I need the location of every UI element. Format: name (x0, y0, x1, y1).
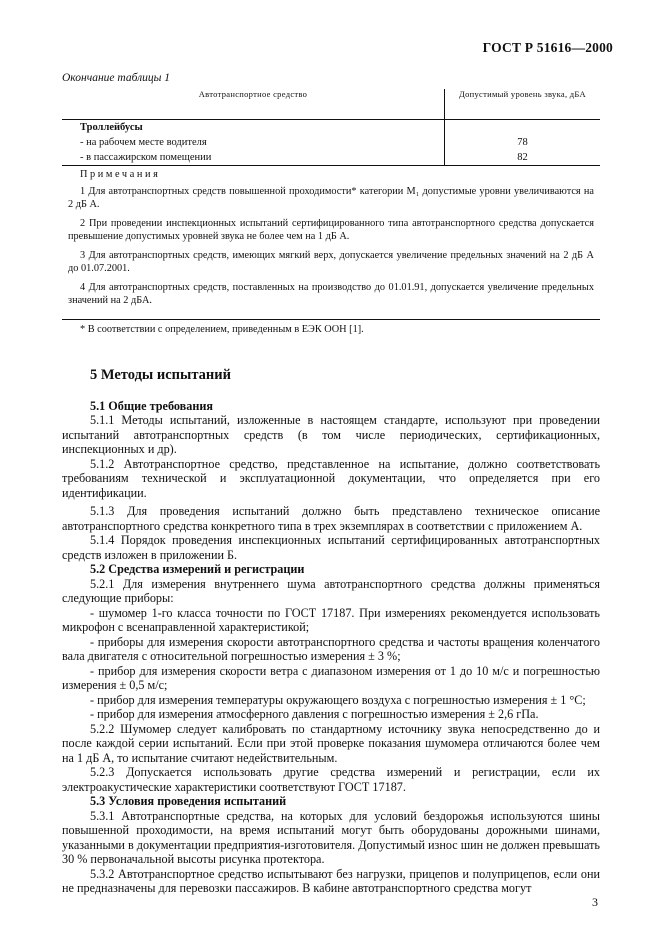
paragraph-5-2-2: 5.2.2 Шумомер следует калибровать по стандартному источнику звука непосредственно до и после каждой серии испытаний. Если при этой проверке показания шумомера отличаются более чем на 1 дБ А, то испытание считают недействительным. (62, 721, 600, 765)
row-label: - на рабочем месте водителя (62, 135, 444, 150)
paragraph-5-1-1: 5.1.1 Методы испытаний, изложенные в настоящем стандарте, используют при проведении испытаний автотранспортных средств (в том числе периодических, сертификационных, инспекционных и др). (62, 413, 600, 456)
body-text (62, 368, 600, 896)
paragraph-5-2-1: 5.2.1 Для измерения внутреннего шума автотранспортного средства должны применяться следующие приборы: (62, 576, 600, 605)
notes-title: Примечания (80, 169, 161, 180)
table-row (62, 135, 600, 150)
notes-row (62, 166, 600, 320)
list-item: - шумомер 1-го класса точности по ГОСТ 17187. При измерениях рекомендуется использовать микрофон с всенаправленной характеристикой; (62, 605, 600, 634)
table-group-row (62, 120, 600, 136)
row-label: - в пассажирском помещении (62, 150, 444, 166)
list-item: - прибор для измерения скорости ветра с диапазоном измерения от 1 до 10 м/с и погрешностью измерения ± 0,5 м/с; (62, 663, 600, 692)
row-value: 78 (517, 137, 528, 148)
table-caption: Окончание таблицы 1 (62, 72, 170, 84)
group-title: Троллейбусы (62, 120, 444, 136)
paragraph-5-1-3: 5.1.3 Для проведения испытаний должно быть представлено техническое описание автотранспортного средства конкретного типа в трех экземплярах в соответствии с приложением А. (62, 504, 600, 533)
footnote-row (62, 320, 600, 345)
list-item: - прибор для измерения атмосферного давления с погрешностью измерения ± 2,6 гПа. (90, 707, 539, 721)
table-header-row (62, 89, 600, 120)
subsection-title-5-3: 5.3 Условия проведения испытаний (90, 794, 287, 808)
note-3: 3 Для автотранспортных средств, имеющих мягкий верх, допускается увеличение предельных значений на 2 дБ А до 01.07.2001. (68, 250, 594, 274)
note-2: 2 При проведении инспекционных испытаний сертифицированного типа автотранспортного средства допускается превышение допустимых уровней звука не более чем на 1 дБ А. (68, 218, 594, 242)
paragraph-5-1-2: 5.1.2 Автотранспортное средство, представленное на испытание, должно соответствовать требованиям технической и эксплуатационной документации, что определяется при его идентификации. (62, 456, 600, 500)
paragraph-5-3-1: 5.3.1 Автотранспортные средства, на которых для условий бездорожья используются шины повышенной проходимости, на время испытаний могут быть оборудованы дорожными шинами, указанными в документации предприятия-изготовителя. Допустимый износ шин не должен превышать 30 % первоначальной высоты рисунка протектора. (62, 808, 600, 866)
list-item: - прибор для измерения температуры окружающего воздуха с погрешностью измерения ± 1 °С; (90, 692, 586, 707)
page-number: 3 (592, 895, 598, 909)
footnote: * В соответствии с определением, приведенным в ЕЭК ООН [1]. (62, 320, 600, 345)
standard-code: ГОСТ Р 51616—2000 (482, 40, 613, 55)
paragraph-5-2-3: 5.2.3 Допускается использовать другие средства измерений и регистрации, если их электроакустические характеристики соответствуют ГОСТ 17187. (62, 765, 600, 794)
paragraph-5-3-2: 5.3.2 Автотранспортное средство испытывают без нагрузки, прицепов и полуприцепов, если они не предназначены для перевозки пассажиров. В кабине автотранспортного средства могут (62, 866, 600, 895)
noise-limits-table (62, 89, 600, 344)
column-header-level: Допустимый уровень звука, дБА (444, 89, 600, 120)
paragraph-5-1-4: 5.1.4 Порядок проведения инспекционных испытаний сертифицированных автотранспортных средств изложен в приложении Б. (62, 533, 600, 562)
subsection-title-5-1: 5.1 Общие требования (90, 398, 213, 413)
section-title: 5 Методы испытаний (90, 367, 231, 383)
column-header-vehicle: Автотранспортное средство (62, 89, 444, 120)
notes-cell (62, 166, 600, 320)
row-value: 82 (517, 152, 528, 163)
table-row (62, 150, 600, 166)
note-1: 1 Для автотранспортных средств повышенной проходимости* категории M₁ допустимые уровни увеличиваются на 2 дБ А. (68, 186, 594, 210)
note-4: 4 Для автотранспортных средств, поставленных на производство до 01.01.91, допускается увеличение предельных значений на 2 дБА. (68, 282, 594, 306)
list-item: - приборы для измерения скорости автотранспортного средства и частоты вращения коленчатого вала двигателя с относительной погрешностью измерения ± 3 %; (62, 634, 600, 663)
subsection-title-5-2: 5.2 Средства измерений и регистрации (90, 562, 305, 576)
